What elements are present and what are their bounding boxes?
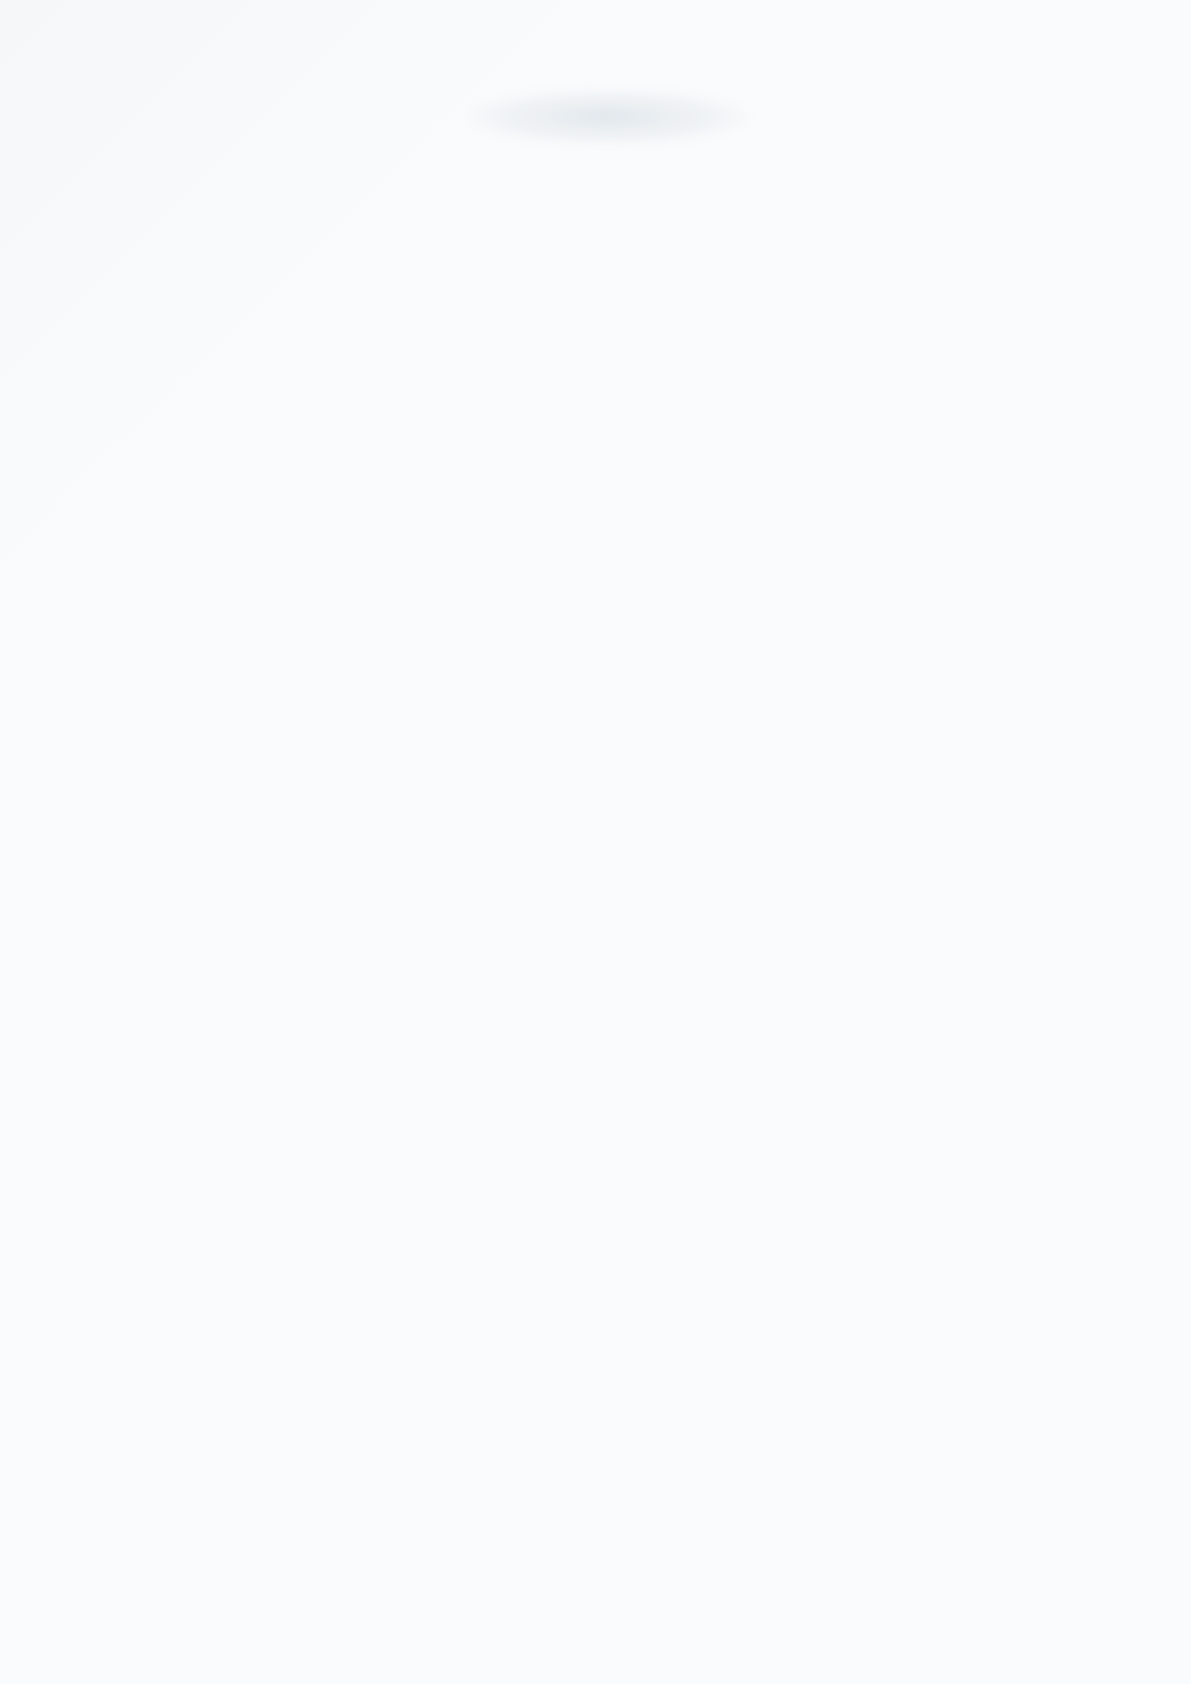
signature-block bbox=[700, 963, 722, 964]
official-seal bbox=[770, 880, 1004, 1114]
scan-bleedthrough-smudge bbox=[465, 88, 750, 146]
